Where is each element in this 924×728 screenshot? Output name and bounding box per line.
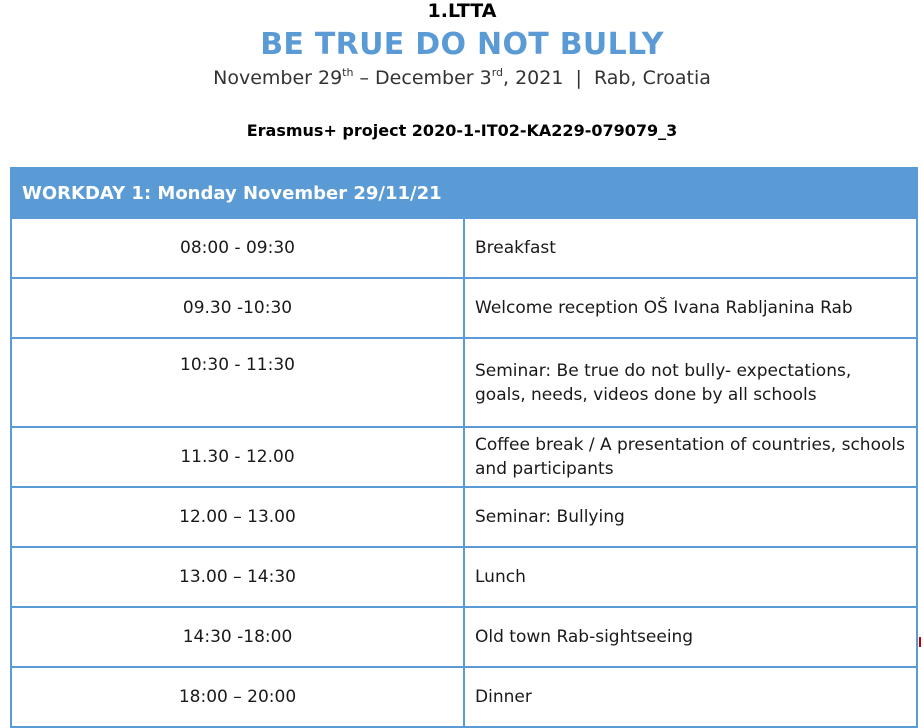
table-header-row xyxy=(11,168,917,218)
date-start-suffix: th xyxy=(342,65,354,79)
activity-cell: Lunch xyxy=(464,547,917,607)
activity-cell: Dinner xyxy=(464,667,917,727)
date-separator: – December 3 xyxy=(353,67,492,89)
date-start: November 29 xyxy=(213,67,343,89)
event-dates-location xyxy=(0,66,924,90)
project-code: Erasmus+ project 2020-1-IT02-KA229-079079_3 xyxy=(246,121,678,140)
time-cell: 09.30 -10:30 xyxy=(11,278,464,338)
activity-cell: Welcome reception OŠ Ivana Rabljanina Rab xyxy=(464,278,917,338)
date-end-suffix: rd xyxy=(491,65,504,79)
table-row xyxy=(11,278,917,338)
time-cell: 11.30 - 12.00 xyxy=(11,427,464,487)
date-location: , 2021 | Rab, Croatia xyxy=(503,67,711,89)
time-cell: 14:30 -18:00 xyxy=(11,607,464,667)
table-row xyxy=(11,427,917,487)
activity-cell: Coffee break / A presentation of countries, schools and participants xyxy=(464,427,917,487)
time-cell: 10:30 - 11:30 xyxy=(11,338,464,427)
activity-cell: Breakfast xyxy=(464,218,917,278)
time-cell: 12.00 – 13.00 xyxy=(11,487,464,547)
table-row xyxy=(11,547,917,607)
activity-cell: Seminar: Bullying xyxy=(464,487,917,547)
activity-cell: Old town Rab-sightseeing xyxy=(464,607,917,667)
table-row xyxy=(11,338,917,427)
page-title: BE TRUE DO NOT BULLY xyxy=(260,27,664,62)
time-cell: 18:00 – 20:00 xyxy=(11,667,464,727)
activity-cell: Seminar: Be true do not bully- expectations, goals, needs, videos done by all schools xyxy=(464,338,917,427)
margin-mark xyxy=(919,637,921,647)
workday-heading: WORKDAY 1: Monday November 29/11/21 xyxy=(11,168,917,218)
table-row xyxy=(11,487,917,547)
time-cell: 08:00 - 09:30 xyxy=(11,218,464,278)
document-label: 1.LTTA xyxy=(427,0,497,22)
table-row xyxy=(11,218,917,278)
table-row xyxy=(11,607,917,667)
schedule-table xyxy=(10,167,918,728)
table-row xyxy=(11,667,917,727)
time-cell: 13.00 – 14:30 xyxy=(11,547,464,607)
